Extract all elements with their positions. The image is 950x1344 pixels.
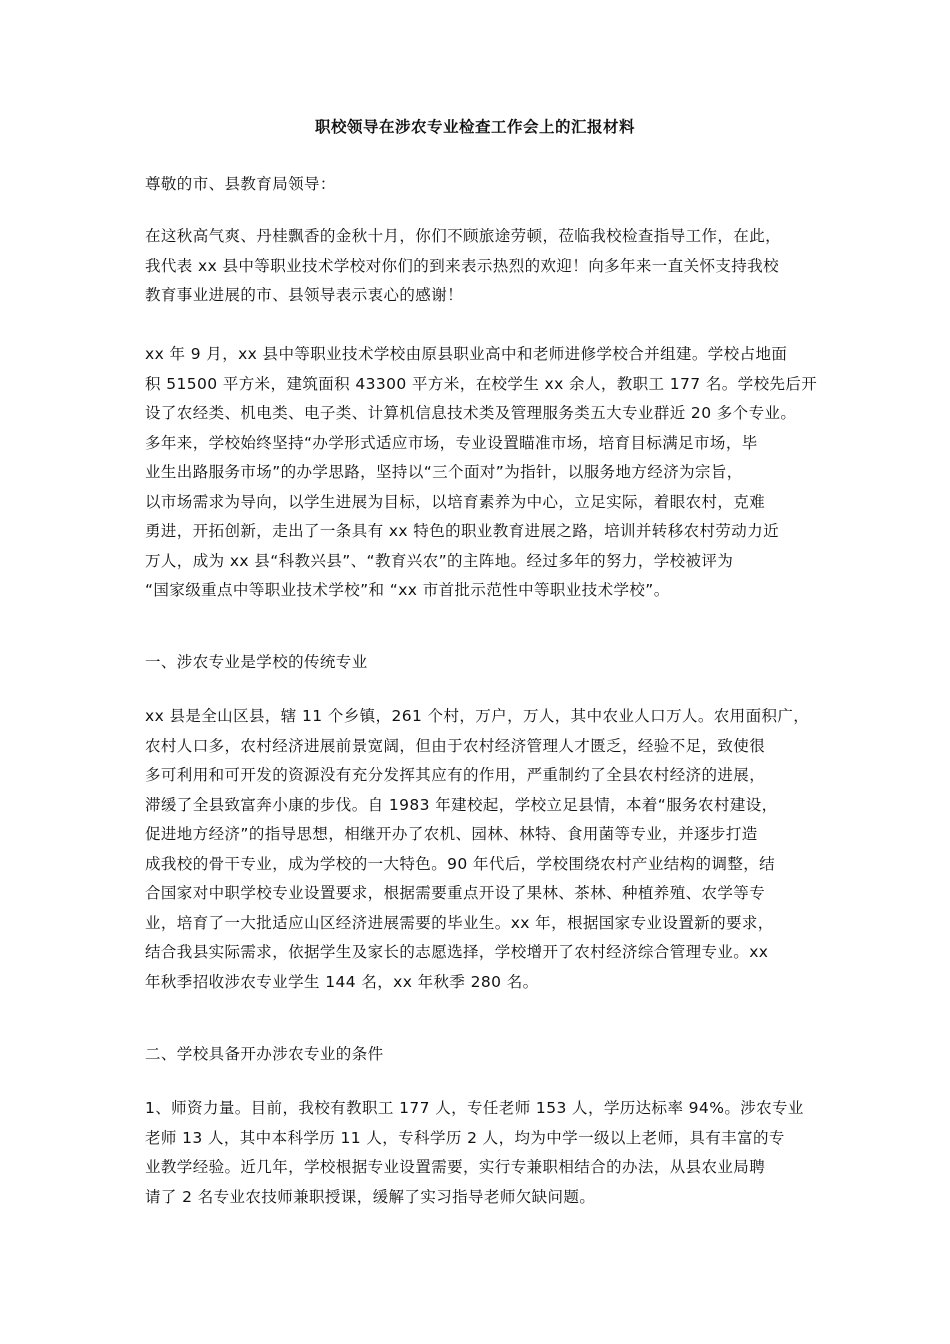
salutation-text: 尊敬的市、县教育局领导：	[145, 175, 336, 193]
paragraph-line: 成我校的骨干专业，成为学校的一大特色。90 年代后，学校围绕农村产业结构的调整，结	[145, 854, 776, 873]
paragraph-line: 积 51500 平方米，建筑面积 43300 平方米，在校学生 xx 余人，教职工 177 名。学校先后开	[145, 374, 818, 393]
paragraph-line: 业，培育了一大批适应山区经济进展需要的毕业生。xx 年，根据国家专业设置新的要求，	[145, 913, 774, 932]
section-heading-text: 一、涉农专业是学校的传统专业	[145, 653, 368, 671]
paragraph-welcome	[145, 222, 810, 311]
paragraph-line: 年秋季招收涉农专业学生 144 名，xx 年秋季 280 名。	[145, 972, 539, 991]
paragraph-line: 在这秋高气爽、丹桂飘香的金秋十月，你们不顾旅途劳顿，莅临我校检查指导工作，在此，	[145, 227, 782, 245]
paragraph-line: 请了 2 名专业农技师兼职授课，缓解了实习指导老师欠缺问题。	[145, 1187, 596, 1206]
paragraph-line: 农村人口多，农村经济进展前景宽阔，但由于农村经济管理人才匮乏，经验不足，致使很	[145, 736, 766, 755]
document-title: 职校领导在涉农专业检查工作会上的汇报材料	[314, 118, 635, 136]
section-heading-1	[145, 648, 810, 678]
paragraph-line: 教育事业进展的市、县领导表示衷心的感谢！	[145, 286, 464, 304]
paragraph-teaching-staff	[145, 1094, 810, 1212]
paragraph-line: 勇进，开拓创新，走出了一条具有 xx 特色的职业教育进展之路，培训并转移农村劳动力近	[145, 522, 780, 540]
paragraph-line: 结合我县实际需求，依据学生及家长的志愿选择，学校增开了农村经济综合管理专业。xx	[145, 943, 769, 961]
paragraph-line: 业生出路服务市场”的办学思路，坚持以“三个面对”为指针，以服务地方经济为宗旨，	[145, 463, 743, 481]
paragraph-line: 老师 13 人，其中本科学历 11 人，专科学历 2 人，均为中学一级以上老师，具有丰富的专	[145, 1128, 785, 1147]
paragraph-line: 1、师资力量。目前，我校有教职工 177 人，专任老师 153 人，学历达标率 94%。涉农专业	[145, 1099, 804, 1117]
section-heading-2	[145, 1040, 810, 1070]
paragraph-line: 我代表 xx 县中等职业技术学校对你们的到来表示热烈的欢迎！向多年来一直关怀支持我校	[145, 256, 780, 275]
paragraph-line: 设了农经类、机电类、电子类、计算机信息技术类及管理服务类五大专业群近 20 多个专业。	[145, 404, 797, 422]
paragraph-line: 多年来，学校始终坚持“办学形式适应市场，专业设置瞄准市场，培育目标满足市场，毕	[145, 433, 758, 452]
paragraph-line: 以市场需求为导向，以学生进展为目标，以培育素养为中心，立足实际，着眼农村，克难	[145, 492, 766, 511]
paragraph-line: xx 县是全山区县，辖 11 个乡镇，261 个村，万户，万人，其中农业人口万人。农用面积广，	[145, 707, 810, 725]
paragraph-line: 促进地方经济”的指导思想，相继开办了农机、园林、林特、食用菌等专业，并逐步打造	[145, 825, 758, 843]
salutation	[145, 170, 810, 200]
paragraph-agriculture-tradition	[145, 702, 810, 997]
paragraph-line: 滞缓了全县致富奔小康的步伐。自 1983 年建校起，学校立足县情，本着“服务农村建设，	[145, 795, 778, 814]
paragraph-line: “国家级重点中等职业技术学校”和 “xx 市首批示范性中等职业技术学校”。	[145, 581, 670, 599]
paragraph-line: 多可利用和可开发的资源没有充分发挥其应有的作用，严重制约了全县农村经济的进展，	[145, 766, 766, 784]
paragraph-line: 业教学经验。近几年，学校根据专业设置需要，实行专兼职相结合的办法，从县农业局聘	[145, 1158, 766, 1176]
paragraph-line: xx 年 9 月，xx 县中等职业技术学校由原县职业高中和老师进修学校合并组建。学校占地面	[145, 345, 788, 363]
paragraph-school-intro	[145, 340, 818, 606]
paragraph-line: 合国家对中职学校专业设置要求，根据需要重点开设了果林、茶林、种植养殖、农学等专	[145, 884, 766, 902]
paragraph-line: 万人，成为 xx 县“科教兴县”、“教育兴农”的主阵地。经过多年的努力，学校被评为	[145, 551, 734, 570]
section-heading-text: 二、学校具备开办涉农专业的条件	[145, 1045, 384, 1063]
